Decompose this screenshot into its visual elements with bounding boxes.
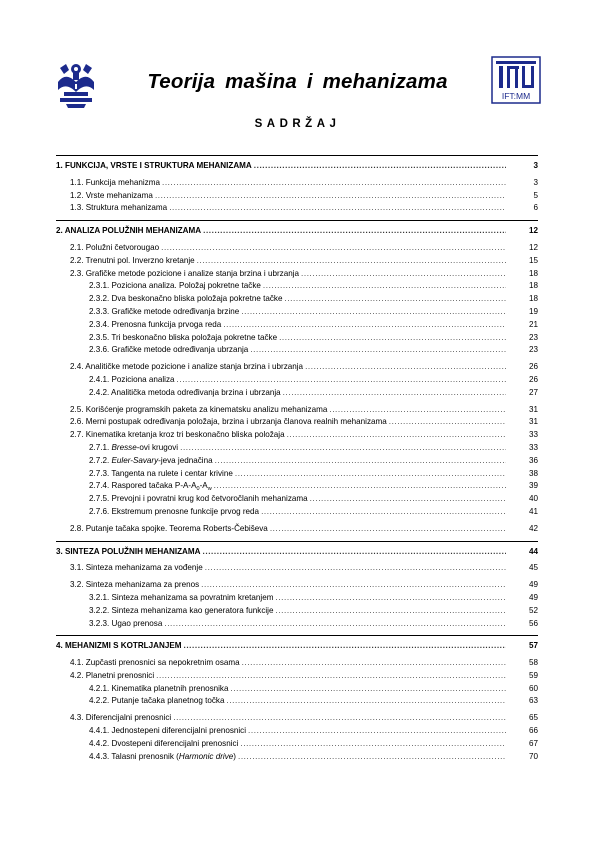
toc-subsubsection-entry[interactable] [56,280,538,293]
toc-page-number: 67 [528,738,538,748]
toc-entry-label: 3.2.2. Sinteza mehanizama kao generatora funkcije [89,605,274,615]
toc-page-number: 42 [528,523,538,533]
toc-entry-label: 4.4.3. Talasni prenosnik (Harmonic drive) [89,751,236,761]
toc-subsubsection-entry[interactable] [56,455,538,468]
toc-page-number: 41 [528,506,538,516]
toc-page-number: 15 [528,255,538,265]
toc-page-number: 66 [528,726,538,736]
toc-page-number: 70 [528,751,538,761]
toc-entry-label: 4. MEHANIZMI S KOTRLJANJEM [56,641,182,651]
dot-leader [214,480,506,493]
toc-entry-label: 2.3.2. Dva beskonačno bliska položaja pokretne tačke [89,294,283,304]
section-divider [56,220,538,221]
toc-entry-label: 2.7.4. Raspored tačaka $P-A-A_0-A_w$ [89,481,212,492]
toc-subsection-entry[interactable] [56,242,538,255]
toc-page-number: 49 [528,580,538,590]
dot-leader [177,374,507,387]
toc-page-number: 26 [528,374,538,384]
toc-entry-label: 4.2.1. Kinematika planetnih prenosnika [89,683,229,693]
toc-page-number: 3 [533,161,538,170]
dot-leader [230,683,506,696]
toc-entry-label: 4.3. Diferencijalni prenosnici [70,713,172,723]
toc-subsection-entry[interactable] [56,657,538,670]
toc-entry-label: 2.3.3. Grafičke metode određivanja brzine [89,306,240,316]
toc-subsubsection-entry[interactable] [56,493,538,506]
toc-entry-label: 2.3.5. Tri beskonačno bliska položaja pokretne tačke [89,332,278,342]
toc-page-number: 58 [528,658,538,668]
toc-subsubsection-entry[interactable] [56,725,538,738]
toc-section-entry[interactable] [56,640,538,653]
dot-leader [270,523,506,536]
dot-leader [305,361,506,374]
toc-entry-label: 2.7.3. Tangenta na rulete i centar krivine [89,468,233,478]
dot-leader [238,751,506,764]
toc-entry-label: 2.5. Korišćenje programskih paketa za kinematsku analizu mehanizama [70,404,328,414]
toc-entry-label: 4.4.1. Jednostepeni diferencijalni prenosnici [89,726,247,736]
toc-page-number: 23 [528,332,538,342]
toc-subsection-entry[interactable] [56,579,538,592]
toc-page-number: 21 [528,319,538,329]
section-divider [56,541,538,542]
dot-leader [279,332,506,345]
dot-leader [254,160,506,173]
toc-page-number: 31 [528,404,538,414]
dot-leader [173,712,506,725]
institute-logo-icon [491,56,541,104]
dot-leader [283,387,506,400]
toc-entry-label: 2.7.5. Prevojni i povratni krug kod četvoročlanih mehanizama [89,494,308,504]
dot-leader [156,670,506,683]
dot-leader [201,579,506,592]
dot-leader [248,725,506,738]
toc-subsection-entry[interactable] [56,190,538,203]
page-header [0,0,595,110]
table-of-contents [56,150,538,763]
toc-page-number: 40 [528,494,538,504]
toc-subsection-entry[interactable] [56,177,538,190]
toc-page-number: 36 [528,455,538,465]
toc-section-entry[interactable] [56,546,538,559]
dot-leader [250,344,506,357]
toc-page-number: 23 [528,345,538,355]
dot-leader [235,468,506,481]
toc-page-number: 12 [528,242,538,252]
toc-entry-label: 1. FUNKCIJA, VRSTE I STRUKTURA MEHANIZAMA [56,161,252,170]
toc-subsubsection-entry[interactable] [56,695,538,708]
toc-entry-label: 4.2. Planetni prenosnici [70,670,155,680]
toc-page-number: 18 [528,294,538,304]
dot-leader [389,416,506,429]
toc-subsection-entry[interactable] [56,361,538,374]
toc-page-number: 5 [533,190,538,200]
dot-leader [203,225,506,238]
toc-page-number: 45 [528,563,538,573]
toc-page-number: 6 [533,203,538,213]
toc-entry-label: 2.2. Trenutni pol. Inverzno kretanje [70,255,195,265]
toc-entry-label: 4.1. Zupčasti prenosnici sa nepokretnim osama [70,658,240,668]
toc-entry-label: 2.7. Kinematika kretanja kroz tri beskonačno bliska položaja [70,430,285,440]
dot-leader [180,442,506,455]
toc-subsubsection-entry[interactable] [56,387,538,400]
toc-subsubsection-entry[interactable] [56,319,538,332]
section-divider [56,635,538,636]
toc-page-number: 65 [528,713,538,723]
toc-subsubsection-entry[interactable] [56,293,538,306]
toc-page-number: 59 [528,670,538,680]
toc-entry-label: 2.4. Analitičke metode pozicione i analize stanja brzina i ubrzanja [70,362,304,372]
toc-page-number: 26 [528,362,538,372]
toc-subsection-entry[interactable] [56,202,538,215]
dot-leader [240,738,506,751]
toc-subsubsection-entry[interactable] [56,480,538,493]
toc-subsection-entry[interactable] [56,268,538,281]
toc-subsection-entry[interactable] [56,562,538,575]
toc-page-number: 19 [528,306,538,316]
toc-page-number: 12 [528,226,538,236]
toc-entry-label: 1.1. Funkcija mehanizma [70,177,160,187]
toc-page-number: 33 [528,430,538,440]
toc-entry-label: 2.3.6. Grafičke metode određivanja ubrzanja [89,345,249,355]
toc-entry-label: 2.3. Grafičke metode pozicione i analize stanja brzina i ubrzanja [70,268,300,278]
toc-page-number: 18 [528,268,538,278]
toc-entry-label: 2.1. Polužni četvorougao [70,242,160,252]
section-divider [56,155,538,156]
toc-entry-label: 4.2.2. Putanje tačaka planetnog točka [89,696,225,706]
toc-section-entry[interactable] [56,160,538,173]
dot-leader [275,605,506,618]
dot-leader [275,592,506,605]
toc-subsection-entry[interactable] [56,416,538,429]
toc-subsubsection-entry[interactable] [56,332,538,345]
toc-entry-label: 3.2. Sinteza mehanizama za prenos [70,580,200,590]
toc-subsubsection-entry[interactable] [56,306,538,319]
toc-entry-label: 2.8. Putanje tačaka spojke. Teorema Roberts-Čebiševa [70,523,268,533]
dot-leader [169,202,506,215]
toc-entry-label: 2.4.2. Analitička metoda određivanja brzina i ubrzanja [89,387,281,397]
dot-leader [215,455,506,468]
toc-subsubsection-entry[interactable] [56,751,538,764]
dot-leader [329,404,506,417]
toc-heading: SADRŽAJ [254,118,341,130]
toc-page-number: 27 [528,387,538,397]
dot-leader [161,242,506,255]
toc-entry-label: 1.3. Struktura mehanizama [70,203,168,213]
institute-logo-text: IFT:MM [501,91,531,101]
toc-section-entry[interactable] [56,225,538,238]
document-title: Teorija mašina i mehanizama [147,70,448,93]
toc-entry-label: 2.6. Merni postupak određivanja položaja, brzina i ubrzanja članova realnih mehanizama [70,417,387,427]
toc-subsection-entry[interactable] [56,712,538,725]
dot-leader [310,493,506,506]
toc-entry-label: 3.2.3. Ugao prenosa [89,618,163,628]
toc-entry-label: 3. SINTEZA POLUŽNIH MEHANIZAMA [56,546,201,556]
toc-page-number: 3 [533,177,538,187]
dot-leader [162,177,506,190]
toc-subsubsection-entry[interactable] [56,683,538,696]
toc-entry-label: 2.7.2. Euler-Savary-jeva jednačina [89,455,213,465]
toc-entry-label: 2.7.1. Bresse-ovi krugovi [89,442,179,452]
toc-subsubsection-entry[interactable] [56,374,538,387]
toc-page-number: 63 [528,696,538,706]
toc-subsubsection-entry[interactable] [56,468,538,481]
dot-leader [183,640,506,653]
dot-leader [164,618,506,631]
toc-page-number: 18 [528,281,538,291]
toc-page-number: 38 [528,468,538,478]
dot-leader [261,506,506,519]
toc-subsection-entry[interactable] [56,255,538,268]
toc-page-number: 39 [528,481,538,491]
toc-entry-label: 1.2. Vrste mehanizama [70,190,153,200]
toc-entry-label: 2.3.4. Prenosna funkcija prvoga reda [89,319,222,329]
toc-page-number: 60 [528,683,538,693]
toc-subsubsection-entry[interactable] [56,618,538,631]
toc-subsubsection-entry[interactable] [56,344,538,357]
dot-leader [205,562,506,575]
dot-leader [263,280,506,293]
dot-leader [241,306,506,319]
toc-subsubsection-entry[interactable] [56,506,538,519]
dot-leader [284,293,506,306]
dot-leader [226,695,506,708]
toc-entry-label: 2.3.1. Poziciona analiza. Položaj pokretne tačke [89,281,261,291]
toc-page-number: 49 [528,592,538,602]
toc-subsubsection-entry[interactable] [56,738,538,751]
toc-subsubsection-entry[interactable] [56,605,538,618]
toc-subsection-entry[interactable] [56,404,538,417]
dot-leader [197,255,506,268]
toc-page-number: 44 [528,546,538,556]
dot-leader [287,429,506,442]
toc-page-number: 57 [528,641,538,651]
dot-leader [301,268,506,281]
toc-subsubsection-entry[interactable] [56,592,538,605]
toc-page-number: 33 [528,442,538,452]
toc-entry-label: 2. ANALIZA POLUŽNIH MEHANIZAMA [56,226,202,236]
toc-subsection-entry[interactable] [56,429,538,442]
dot-leader [242,657,506,670]
toc-page-number: 52 [528,605,538,615]
toc-subsubsection-entry[interactable] [56,442,538,455]
toc-entry-label: 3.2.1. Sinteza mehanizama sa povratnim kretanjem [89,592,274,602]
toc-entry-label: 3.1. Sinteza mehanizama za vođenje [70,563,203,573]
toc-entry-label: 4.4.2. Dvostepeni diferencijalni prenosnici [89,738,239,748]
toc-entry-label: 2.4.1. Poziciona analiza [89,374,175,384]
toc-page-number: 56 [528,618,538,628]
toc-entry-label: 2.7.6. Ekstremum prenosne funkcije prvog reda [89,506,260,516]
toc-subsection-entry[interactable] [56,523,538,536]
dot-leader [203,546,507,559]
dot-leader [223,319,506,332]
toc-page-number: 31 [528,417,538,427]
dot-leader [155,190,506,203]
toc-subsection-entry[interactable] [56,670,538,683]
